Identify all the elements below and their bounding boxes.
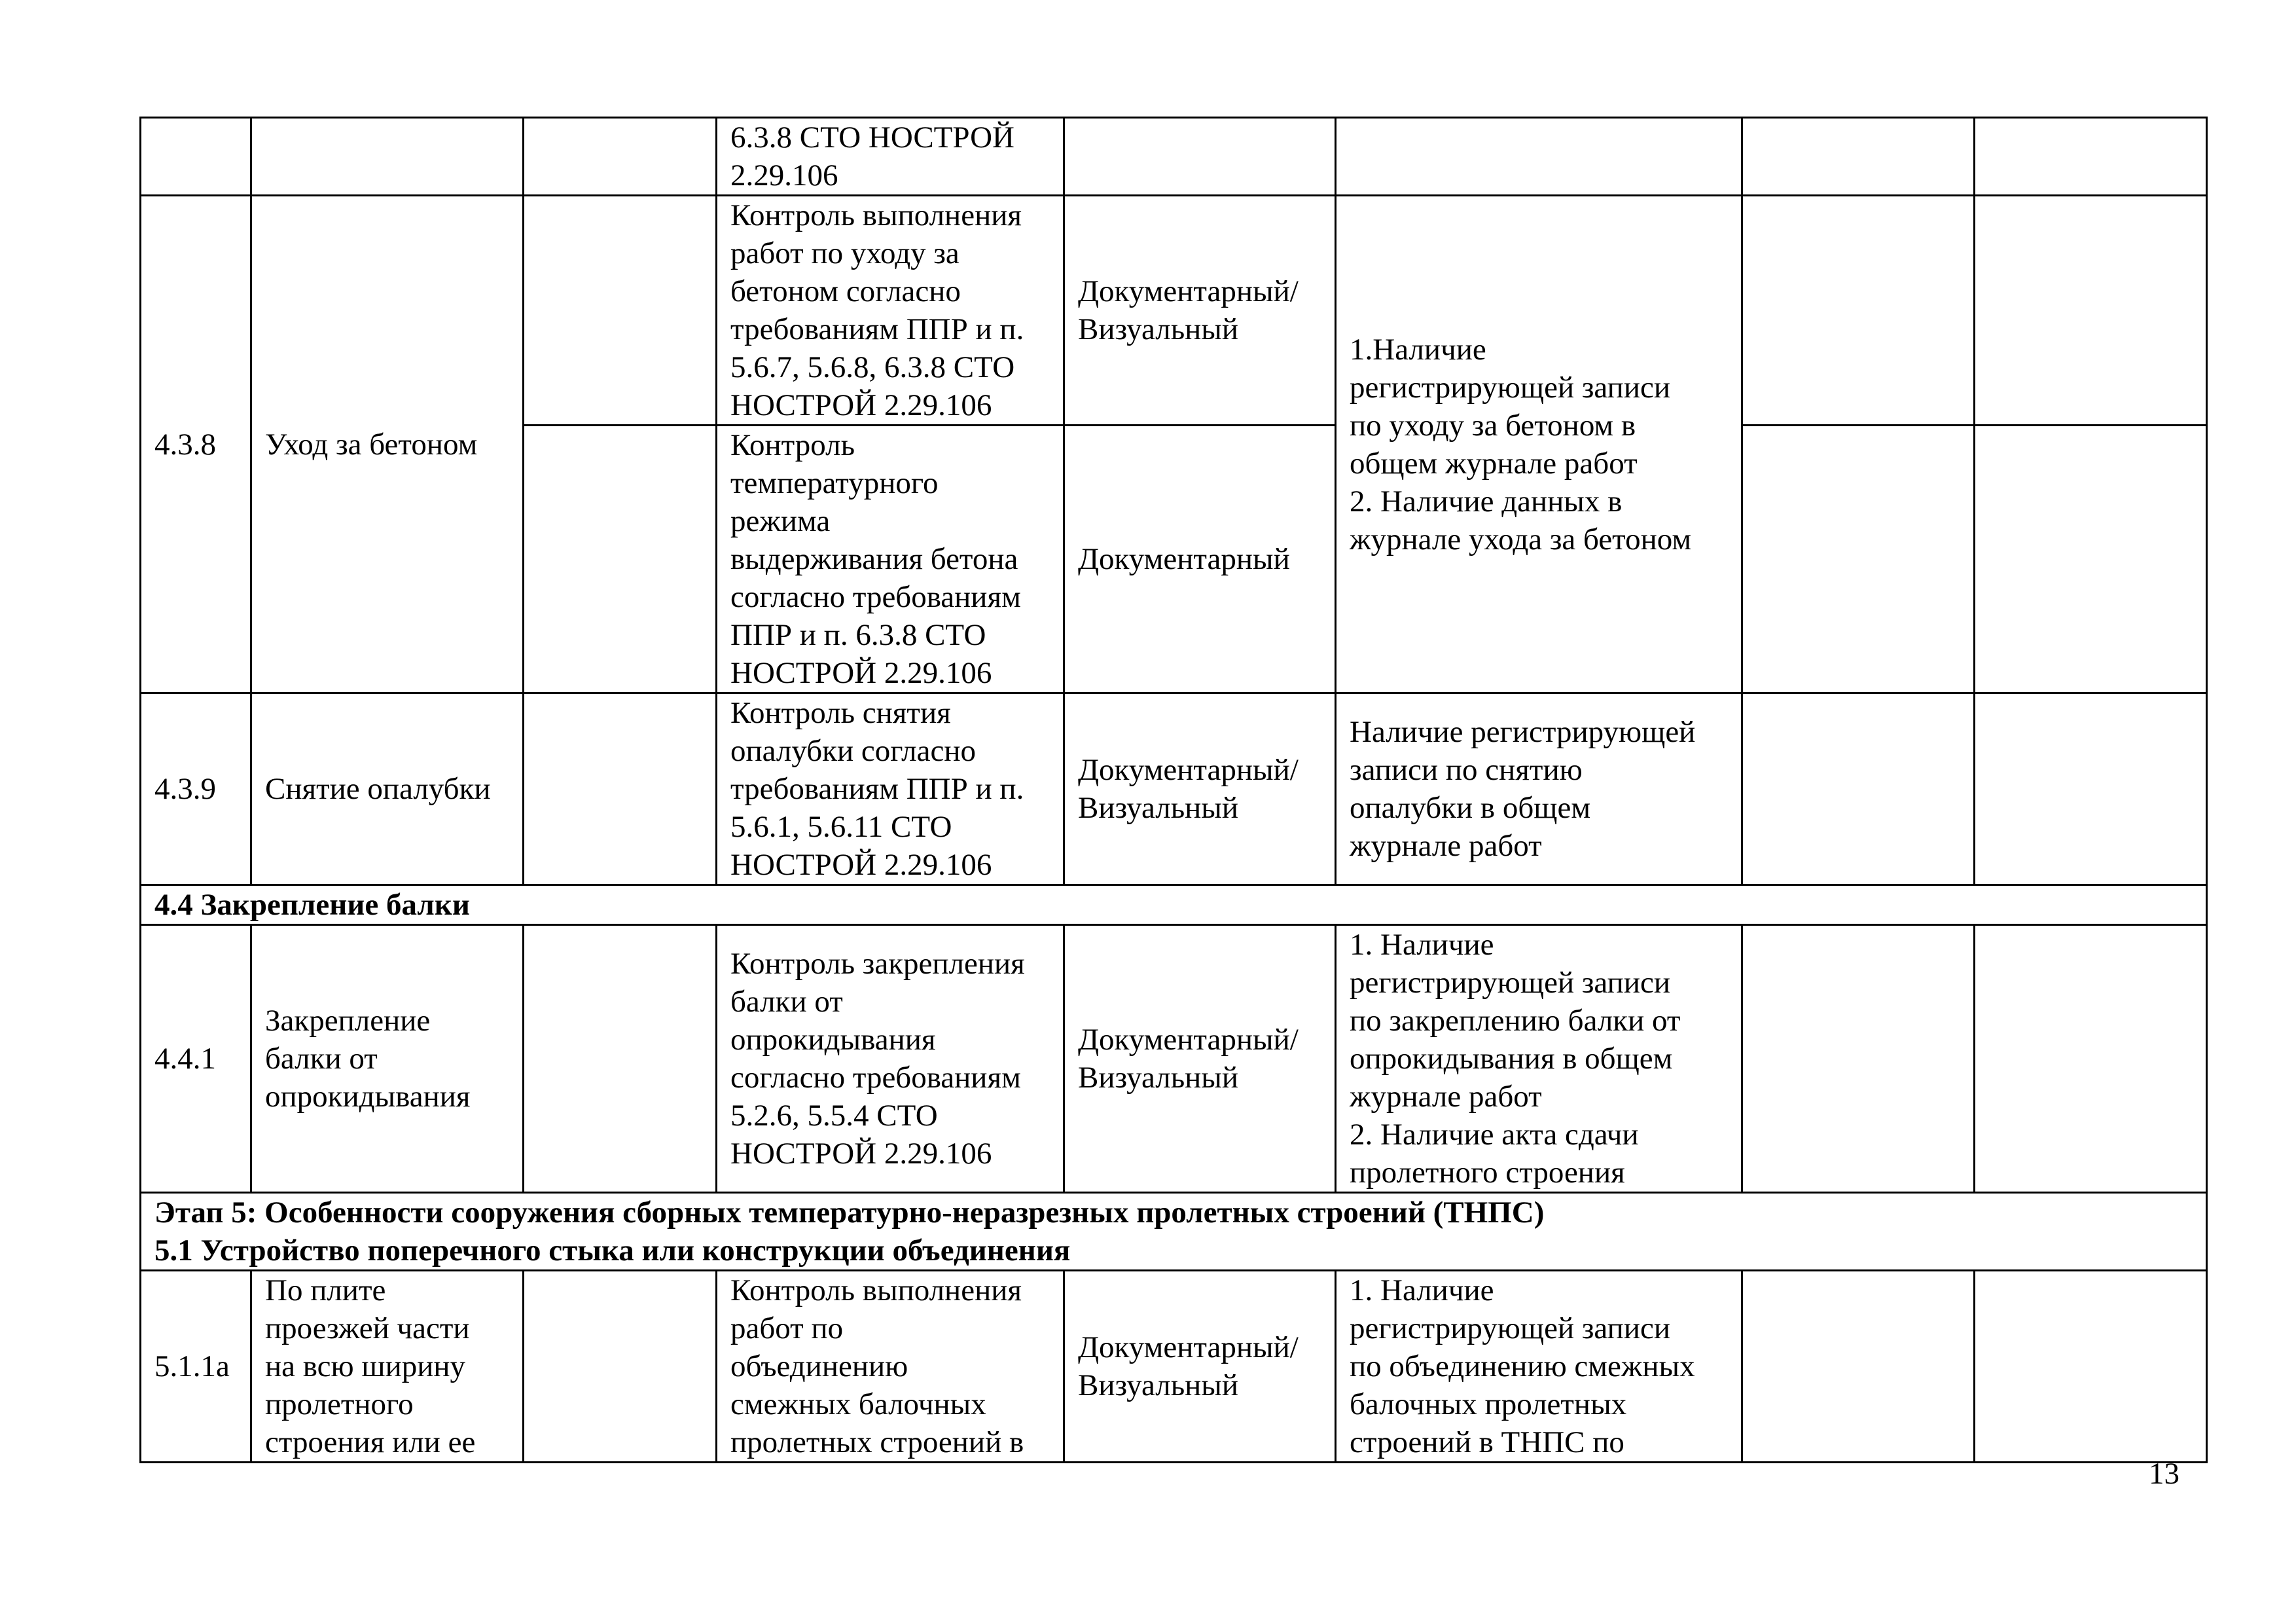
cell-empty [1742, 925, 1975, 1193]
cell-name: Снятие опалубки [251, 693, 524, 885]
table-row [141, 118, 2207, 196]
cell-control: Контроль закрепления балки от опрокидывания согласно требованиям 5.2.6, 5.5.4 СТО НОСТРОЙ 2.29.106 [717, 925, 1064, 1193]
cell-name: По плите проезжей части на всю ширину пролетного строения или ее [251, 1271, 524, 1463]
table-row [141, 196, 2207, 426]
stage-title: Этап 5: Особенности сооружения сборных температурно-неразрезных пролетных строений (ТНПС) 5.1 Устройство поперечного стыка или конструкции объединения [141, 1193, 2207, 1271]
cell-empty [1742, 693, 1975, 885]
cell-method: Документарный [1064, 426, 1336, 693]
cell-control: Контроль выполнения работ по уходу за бетоном согласно требованиям ППР и п. 5.6.7, 5.6.8, 6.3.8 СТО НОСТРОЙ 2.29.106 [717, 196, 1064, 426]
cell-name [251, 118, 524, 196]
cell-name: Уход за бетоном [251, 196, 524, 693]
cell-number: 4.4.1 [141, 925, 251, 1193]
cell-number [141, 118, 251, 196]
cell-name: Закрепление балки от опрокидывания [251, 925, 524, 1193]
cell-method: Документарный/ Визуальный [1064, 1271, 1336, 1463]
cell-control: Контроль температурного режима выдерживания бетона согласно требованиям ППР и п. 6.3.8 СТО НОСТРОЙ 2.29.106 [717, 426, 1064, 693]
section-title: 4.4 Закрепление балки [141, 885, 2207, 925]
cell-blank [524, 426, 717, 693]
table-row [141, 693, 2207, 885]
cell-blank [524, 925, 717, 1193]
cell-empty [1975, 426, 2207, 693]
page-number: 13 [2149, 1457, 2179, 1491]
cell-empty [1742, 1271, 1975, 1463]
cell-blank [524, 118, 717, 196]
cell-empty [1975, 925, 2207, 1193]
cell-result: 1.Наличие регистрирующей записи по уходу за бетоном в общем журнале работ 2. Наличие данных в журнале ухода за бетоном [1336, 196, 1742, 693]
cell-control: Контроль снятия опалубки согласно требованиям ППР и п. 5.6.1, 5.6.11 СТО НОСТРОЙ 2.29.106 [717, 693, 1064, 885]
cell-empty [1742, 196, 1975, 426]
cell-number: 5.1.1а [141, 1271, 251, 1463]
cell-method: Документарный/ Визуальный [1064, 693, 1336, 885]
cell-blank [524, 1271, 717, 1463]
cell-control: 6.3.8 СТО НОСТРОЙ 2.29.106 [717, 118, 1064, 196]
cell-control: Контроль выполнения работ по объединению смежных балочных пролетных строений в [717, 1271, 1064, 1463]
cell-blank [524, 693, 717, 885]
inspection-table [139, 117, 2208, 1463]
cell-result: 1. Наличие регистрирующей записи по объединению смежных балочных пролетных строений в ТНПС по [1336, 1271, 1742, 1463]
cell-empty [1742, 118, 1975, 196]
cell-result: 1. Наличие регистрирующей записи по закреплению балки от опрокидывания в общем журнале работ 2. Наличие акта сдачи пролетного строения [1336, 925, 1742, 1193]
cell-result: Наличие регистрирующей записи по снятию опалубки в общем журнале работ [1336, 693, 1742, 885]
cell-result [1336, 118, 1742, 196]
cell-number: 4.3.9 [141, 693, 251, 885]
section-header-row [141, 885, 2207, 925]
cell-empty [1975, 196, 2207, 426]
cell-empty [1975, 118, 2207, 196]
cell-method [1064, 118, 1336, 196]
stage-header-row [141, 1193, 2207, 1271]
cell-empty [1975, 693, 2207, 885]
cell-method: Документарный/ Визуальный [1064, 196, 1336, 426]
cell-number: 4.3.8 [141, 196, 251, 693]
cell-empty [1742, 426, 1975, 693]
cell-method: Документарный/ Визуальный [1064, 925, 1336, 1193]
cell-blank [524, 196, 717, 426]
table-row [141, 925, 2207, 1193]
stage-subtitle: 5.1 Устройство поперечного стыка или конструкции объединения [154, 1233, 1071, 1267]
table-row [141, 1271, 2207, 1463]
cell-empty [1975, 1271, 2207, 1463]
